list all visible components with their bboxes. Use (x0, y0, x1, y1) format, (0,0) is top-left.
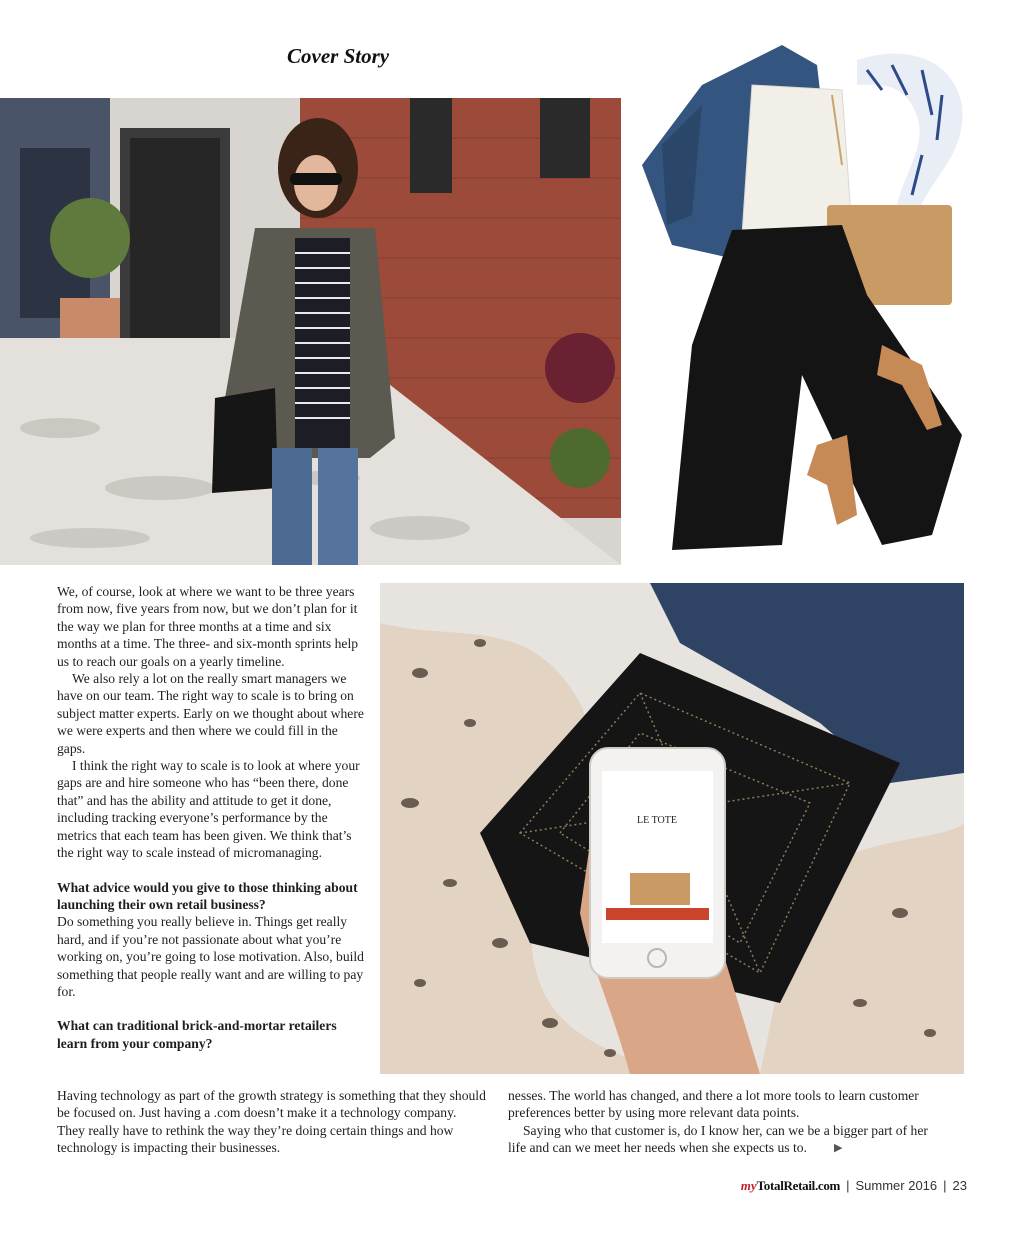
magazine-logo (741, 1178, 840, 1194)
section-title: Cover Story (287, 44, 390, 68)
paragraph: Do something you really believe in. Things get really hard, and if you’re not passionate about what you’re working on, you’re going to lose motivation. Also, build something that people really want and are willing to pay for. (57, 914, 364, 999)
page-footer (741, 1178, 967, 1194)
paragraph-text: Saying who that customer is, do I know her, can we be a bigger part of her life and can we meet her needs when she expects us to. (508, 1122, 928, 1156)
paragraph: I think the right way to scale is to look at where your gaps are and hire someone who has “been there, done that” and has the ability and attitude to get it done, including tracking everyone’s performance by the metrics that each team has been given. We think that’s the right way to scale instead of micromanaging. (57, 758, 360, 861)
outfit-flatlay-photo (632, 45, 987, 565)
question-heading: What can traditional brick-and-mortar retailers learn from your company? (57, 1018, 337, 1051)
question-heading: What advice would you give to those thinking about launching their own retail business? (57, 879, 358, 912)
paragraph: We, of course, look at where we want to be three years from now, five years from now, but we don’t plan for it the way we plan for three months at a time and six months at a time. The three- and six-month sprints help us to reach our goals on a yearly timeline. (57, 584, 359, 669)
paragraph: We also rely a lot on the really smart managers we have on our team. The right way to scale is to bring on subject matter experts. Early on we thought about where we were experts and then where we could fill in the gaps. (57, 671, 364, 756)
paragraph (508, 1122, 938, 1158)
article-bottom-left-column (57, 1087, 487, 1157)
page-number: 23 (952, 1178, 967, 1193)
article-bottom-right-column (508, 1087, 938, 1158)
article-left-column (57, 583, 369, 1052)
street-photo (0, 98, 621, 565)
phone-clutch-photo (380, 583, 964, 1074)
logo-rest: TotalRetail.com (756, 1178, 841, 1193)
paragraph: nesses. The world has changed, and there a lot more tools to learn customer preferences better by using more relevant data points. (508, 1088, 919, 1121)
footer-separator: | (846, 1178, 850, 1193)
logo-my: my (740, 1178, 757, 1193)
issue-label: Summer 2016 (855, 1178, 938, 1193)
end-of-article-icon: ▶ (833, 1142, 843, 1155)
paragraph: Having technology as part of the growth strategy is something that they should be focused on. Just having a .com doesn’t make it a technology company. They really have to rethink the way they’re doing certain things and how technology is impacting their businesses. (57, 1088, 486, 1156)
footer-separator: | (943, 1178, 947, 1193)
app-brand-label: LE TOTE (637, 815, 677, 826)
